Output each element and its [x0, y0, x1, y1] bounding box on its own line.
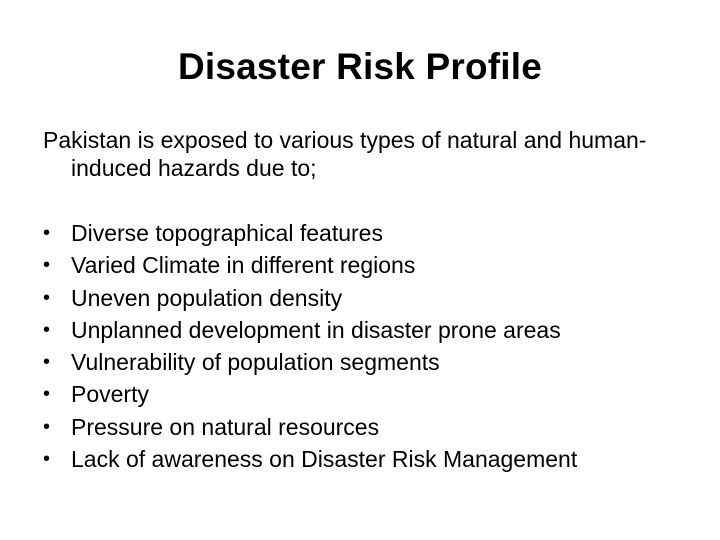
bullet-dot-icon: •	[43, 222, 51, 244]
bullet-text: Uneven population density	[71, 284, 343, 311]
bullet-text: Pressure on natural resources	[71, 413, 380, 440]
bullet-text: Vulnerability of population segments	[71, 349, 440, 376]
intro-line-1: Pakistan is exposed to various types of natural and human-	[43, 127, 647, 153]
bullet-list	[43, 218, 703, 476]
intro-paragraph	[43, 126, 703, 182]
bullet-item	[43, 218, 703, 250]
bullet-dot-icon: •	[43, 383, 51, 406]
bullet-dot-icon: •	[43, 448, 51, 471]
bullet-item	[43, 444, 703, 476]
bullet-dot-icon: •	[43, 286, 51, 309]
bullet-dot-icon: •	[43, 318, 51, 341]
bullet-item	[43, 283, 703, 315]
slide-title: Disaster Risk Profile	[177, 46, 543, 87]
bullet-item	[43, 412, 703, 444]
bullet-text: Diverse topographical features	[71, 220, 383, 246]
bullet-text: Lack of awareness on Disaster Risk Management	[71, 446, 578, 473]
bullet-text: Unplanned development in disaster prone areas	[71, 316, 561, 343]
bullet-item	[43, 250, 703, 282]
bullet-dot-icon: •	[43, 415, 51, 438]
bullet-dot-icon: •	[43, 254, 51, 277]
bullet-item	[43, 347, 703, 379]
bullet-text: Varied Climate in different regions	[71, 252, 416, 279]
bullet-item	[43, 379, 703, 411]
bullet-text: Poverty	[71, 381, 149, 408]
bullet-item	[43, 315, 703, 347]
intro-line-2: induced hazards due to;	[71, 155, 317, 181]
bullet-dot-icon: •	[43, 351, 51, 374]
